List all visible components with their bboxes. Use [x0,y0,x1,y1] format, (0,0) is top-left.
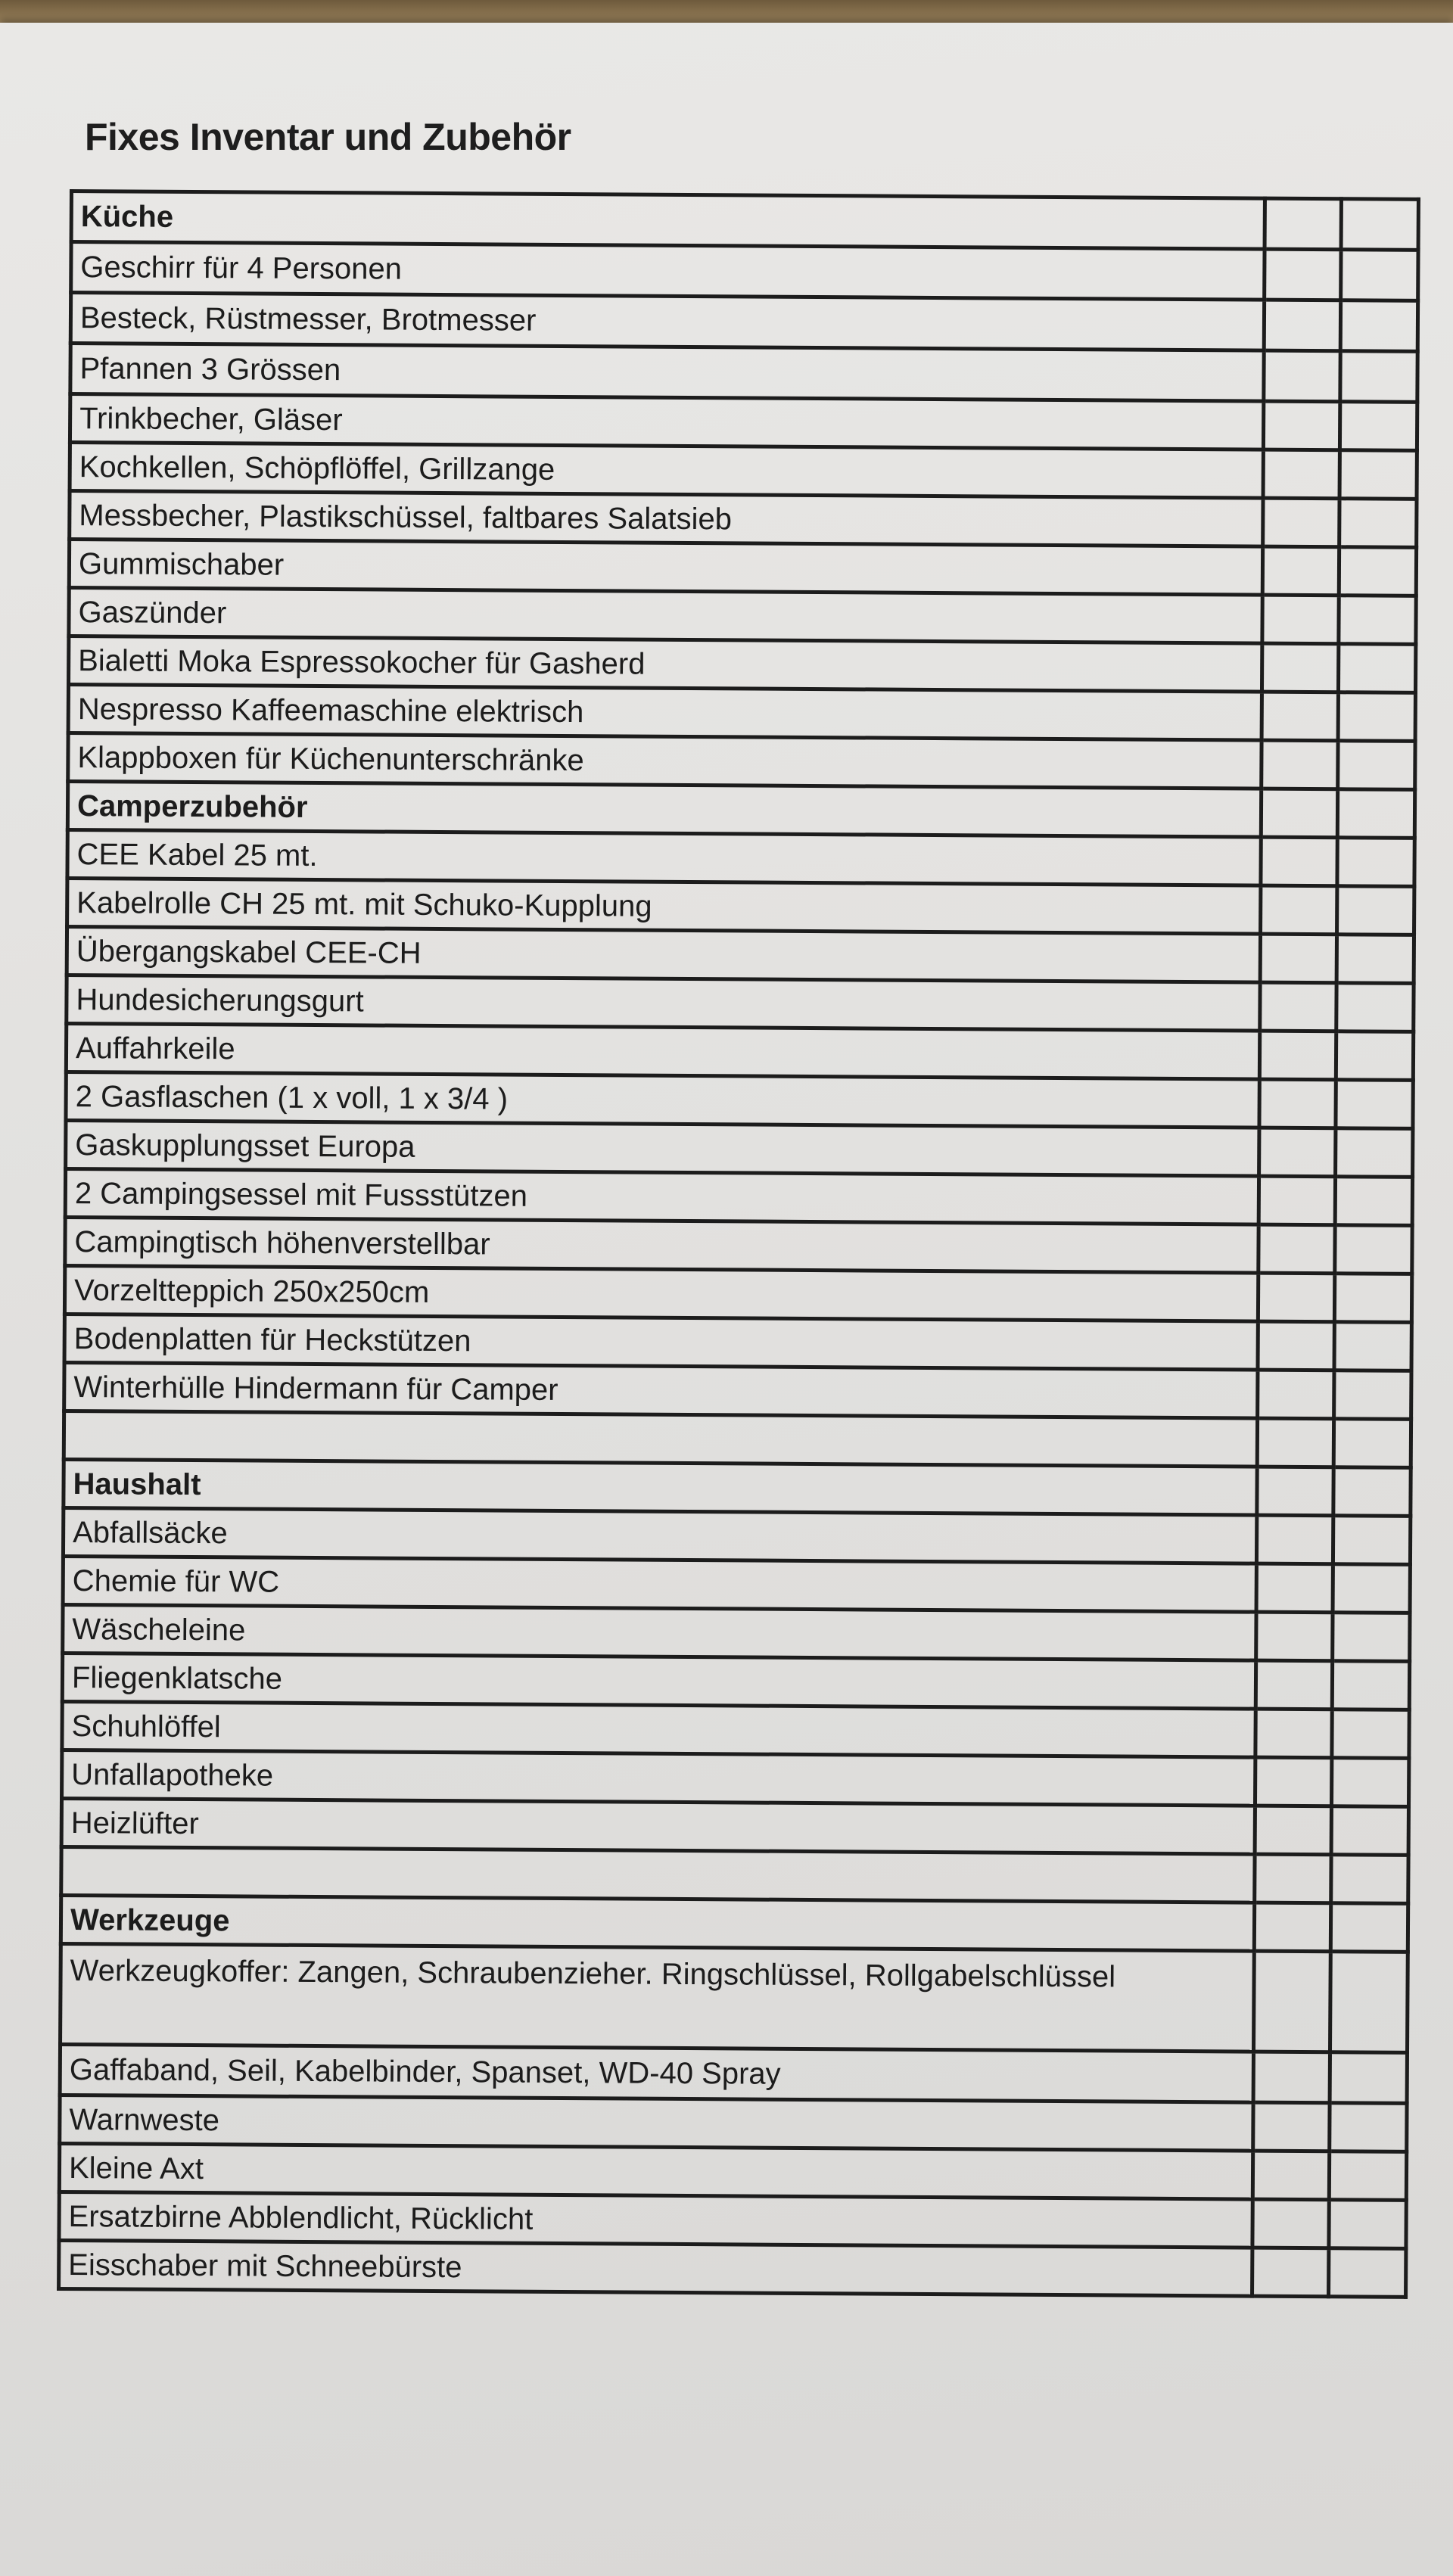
check-cell-1[interactable] [1252,2151,1330,2200]
item-label: Wäscheleine [63,1604,1256,1660]
check-cell-2[interactable] [1336,1031,1414,1081]
check-cell-1[interactable] [1260,885,1337,935]
table-row-empty [64,1411,1411,1467]
check-cell-2[interactable] [1335,1225,1412,1274]
check-cell-1[interactable] [1259,1176,1336,1225]
check-cell-1[interactable] [1263,450,1340,499]
check-cell-1[interactable] [1255,1806,1332,1855]
item-label: CEE Kabel 25 mt. [67,829,1261,885]
check-cell-1[interactable] [1260,837,1337,886]
table-row [62,1653,1409,1710]
check-cell-1[interactable] [1262,498,1339,547]
item-label: Unfallapotheke [62,1750,1255,1806]
table-row [66,1072,1413,1128]
table-row [70,394,1417,451]
table-row [65,1168,1412,1225]
table-row [65,1217,1412,1274]
section-title: Camperzubehör [67,782,1261,838]
check-cell-1[interactable] [1255,1709,1332,1758]
check-cell-2[interactable] [1340,402,1417,451]
check-cell-1[interactable] [1256,1467,1333,1516]
table-row [67,926,1414,983]
check-cell-1[interactable] [1262,546,1339,596]
item-label: Kleine Axt [59,2143,1252,2199]
item-label: Hundesicherungsgurt [67,975,1260,1031]
table-row [66,1120,1413,1177]
check-cell-1[interactable] [1261,740,1338,789]
table-row [61,1798,1408,1855]
check-cell-1[interactable] [1255,1660,1333,1710]
check-cell-2[interactable] [1340,351,1417,403]
check-cell-1[interactable] [1252,2199,1329,2248]
check-cell-2[interactable] [1339,547,1417,596]
table-row [64,1265,1411,1322]
item-label: Gummischaber [69,540,1262,596]
check-cell-1[interactable] [1263,350,1340,402]
check-cell-2[interactable] [1337,838,1414,887]
item-label: Bodenplatten für Heckstützen [64,1314,1258,1370]
table-row [70,443,1417,499]
check-cell-2[interactable] [1334,1370,1411,1420]
check-cell-2[interactable] [1331,1806,1408,1856]
check-cell-2[interactable] [1339,644,1416,693]
table-row [70,491,1417,548]
table-row [59,2240,1406,2297]
table-row [59,2192,1406,2248]
table-row [68,733,1415,790]
check-cell-1[interactable] [1256,1515,1333,1564]
table-row [64,1362,1411,1419]
item-label: Schuhlöffel [62,1701,1255,1757]
item-label: Auffahrkeile [66,1023,1259,1079]
check-cell-2[interactable] [1334,1322,1411,1371]
item-label: Nespresso Kaffeemaschine elektrisch [68,685,1262,741]
section-header-kueche [71,191,1418,250]
table-row [62,1701,1409,1758]
table-row [67,878,1414,935]
check-cell-2[interactable] [1332,1758,1409,1807]
table-row [61,1943,1408,2052]
check-cell-2[interactable] [1331,1855,1408,1904]
item-label: Übergangskabel CEE-CH [67,926,1260,982]
check-cell-1[interactable] [1258,1224,1335,1274]
item-label: Werkzeugkoffer: Zangen, Schraubenzieher. Ringschlüssel, Rollgabelschlüssel [61,1943,1254,2052]
document-title: Fixes Inventar und Zubehör [85,116,571,158]
check-cell-2[interactable] [1330,1952,1408,2053]
item-label: Vorzeltteppich 250x250cm [64,1265,1258,1321]
item-label: Geschirr für 4 Personen [71,242,1265,300]
check-cell-1[interactable] [1255,1757,1332,1806]
table-row [69,588,1416,645]
check-cell-1[interactable] [1254,1902,1331,1952]
check-cell-1[interactable] [1259,982,1336,1031]
item-label: Klappboxen für Küchenunterschränke [68,733,1262,789]
table-row [69,636,1416,693]
table-row [62,1750,1409,1806]
table-row [68,685,1415,742]
item-label: Eisschaber mit Schneebürste [59,2240,1252,2296]
item-label [61,1846,1255,1902]
table-row [66,1023,1413,1080]
check-cell-1[interactable] [1263,401,1340,450]
check-cell-2[interactable] [1329,2248,1406,2298]
item-label: Besteck, Rüstmesser, Brotmesser [70,293,1264,351]
table-row [63,1604,1410,1661]
check-cell-2[interactable] [1336,1080,1413,1129]
check-cell-1[interactable] [1259,1031,1336,1080]
check-cell-2[interactable] [1331,1903,1408,1952]
item-label: Gaskupplungsset Europa [66,1120,1259,1176]
check-cell-1[interactable] [1252,2248,1329,2297]
item-label: Winterhülle Hindermann für Camper [64,1362,1258,1418]
item-label: Chemie für WC [63,1556,1256,1612]
check-cell-1[interactable] [1254,1854,1331,1903]
table-row [60,2044,1407,2103]
check-cell-2[interactable] [1333,1564,1410,1613]
check-cell-2[interactable] [1339,596,1416,645]
check-cell-2[interactable] [1330,2052,1407,2104]
table-row [70,344,1417,403]
check-cell-2[interactable] [1341,199,1418,250]
check-cell-2[interactable] [1335,1274,1412,1323]
check-cell-2[interactable] [1339,450,1417,499]
check-cell-2[interactable] [1330,2103,1407,2152]
check-cell-1[interactable] [1264,249,1341,300]
item-label: Bialetti Moka Espressokocher für Gasherd [69,636,1262,692]
item-label: Kochkellen, Schöpflöffel, Grillzange [70,443,1263,499]
item-label: Heizlüfter [61,1798,1255,1854]
section-title: Haushalt [64,1459,1257,1515]
check-cell-1[interactable] [1253,1951,1331,2052]
check-cell-2[interactable] [1330,2151,1407,2201]
table-row [67,829,1414,886]
check-cell-2[interactable] [1333,1467,1411,1517]
table-row [60,2095,1407,2151]
section-header-werkzeuge [61,1895,1408,1952]
table-row [67,975,1414,1031]
table-row [63,1507,1410,1564]
table-row-empty [61,1846,1408,1903]
item-label: Gaffaband, Seil, Kabelbinder, Spanset, WD-40 Spray [60,2044,1253,2102]
check-cell-1[interactable] [1262,692,1339,741]
check-cell-2[interactable] [1333,1419,1411,1468]
check-cell-1[interactable] [1255,1612,1333,1661]
check-cell-2[interactable] [1338,789,1415,838]
table-row [71,242,1418,301]
check-cell-2[interactable] [1338,741,1415,790]
table-row [69,540,1416,596]
check-cell-2[interactable] [1336,935,1414,984]
table-row [70,293,1417,352]
item-label: 2 Gasflaschen (1 x voll, 1 x 3/4 ) [66,1072,1259,1128]
check-cell-2[interactable] [1333,1516,1411,1565]
check-cell-2[interactable] [1340,300,1417,352]
section-title: Küche [71,191,1265,250]
check-cell-2[interactable] [1341,250,1418,301]
item-label: Ersatzbirne Abblendlicht, Rücklicht [59,2192,1252,2248]
table-row [63,1556,1410,1613]
table-row [59,2143,1406,2200]
check-cell-1[interactable] [1265,198,1342,250]
check-cell-2[interactable] [1333,1613,1410,1662]
item-label: Messbecher, Plastikschüssel, faltbares Salatsieb [70,491,1263,547]
section-header-camperzubehoer [67,782,1414,838]
check-cell-2[interactable] [1332,1710,1409,1759]
check-cell-1[interactable] [1262,595,1339,644]
check-cell-2[interactable] [1339,499,1417,548]
item-label: Abfallsäcke [63,1507,1256,1563]
check-cell-2[interactable] [1329,2200,1406,2249]
item-label: Warnweste [60,2095,1253,2151]
check-cell-1[interactable] [1258,1321,1335,1370]
check-cell-1[interactable] [1253,2052,1330,2103]
check-cell-2[interactable] [1338,692,1415,742]
item-label [64,1411,1257,1467]
check-cell-2[interactable] [1337,886,1414,935]
section-title: Werkzeuge [61,1895,1254,1951]
check-cell-1[interactable] [1260,934,1337,983]
check-cell-1[interactable] [1252,2102,1330,2151]
item-label: Trinkbecher, Gläser [70,394,1263,450]
item-label: Pfannen 3 Grössen [70,344,1264,402]
item-label: Kabelrolle CH 25 mt. mit Schuko-Kupplung [67,878,1261,934]
check-cell-1[interactable] [1257,1418,1334,1467]
check-cell-1[interactable] [1261,789,1338,838]
check-cell-2[interactable] [1336,983,1414,1032]
item-label: Gaszünder [69,588,1262,644]
check-cell-1[interactable] [1256,1563,1333,1613]
check-cell-1[interactable] [1262,643,1339,692]
check-cell-1[interactable] [1259,1128,1336,1177]
check-cell-1[interactable] [1258,1273,1335,1322]
item-label: 2 Campingsessel mit Fussstützen [65,1168,1259,1224]
table-row [64,1314,1411,1370]
check-cell-1[interactable] [1257,1370,1334,1419]
check-cell-1[interactable] [1259,1079,1336,1128]
item-label: Fliegenklatsche [62,1653,1255,1709]
section-header-haushalt [64,1459,1411,1516]
item-label: Campingtisch höhenverstellbar [65,1217,1259,1273]
check-cell-2[interactable] [1336,1128,1413,1178]
check-cell-1[interactable] [1264,300,1341,351]
check-cell-2[interactable] [1335,1177,1412,1226]
check-cell-2[interactable] [1333,1661,1410,1710]
inventory-table [57,189,1420,2299]
